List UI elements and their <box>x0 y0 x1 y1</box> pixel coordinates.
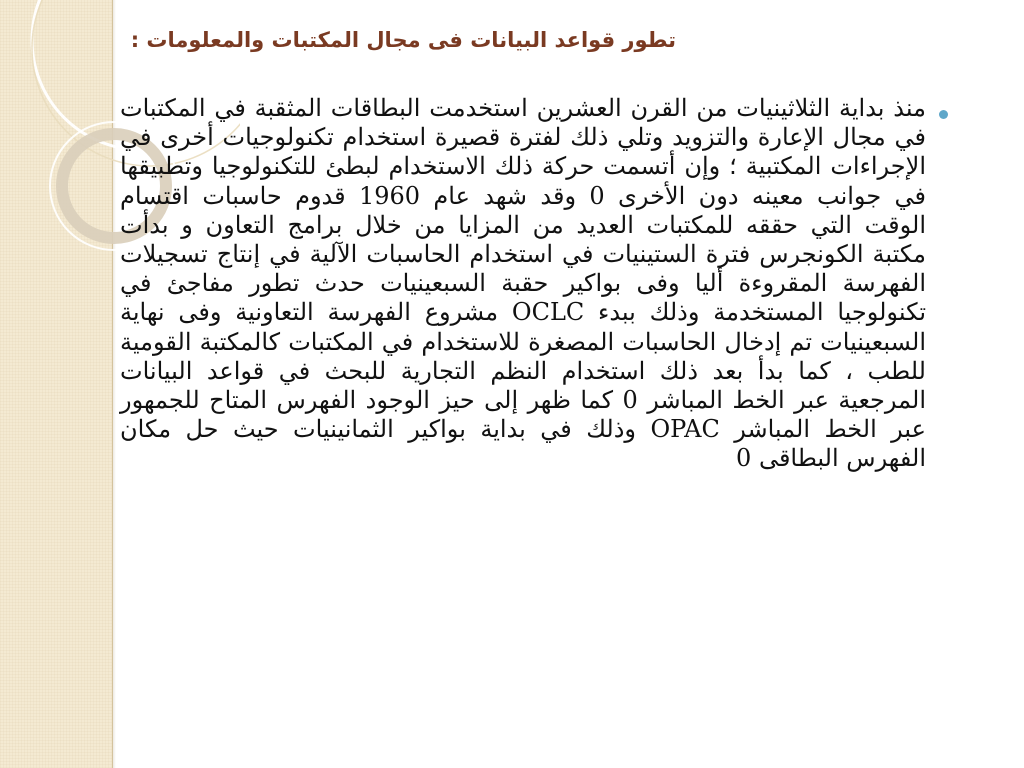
side-panel <box>0 0 113 768</box>
content-list <box>120 94 926 474</box>
slide-title: تطور قواعد البيانات فى مجال المكتبات والمعلومات : <box>130 28 676 52</box>
bullet-dot <box>939 110 948 119</box>
body-paragraph: منذ بداية الثلاثينيات من القرن العشرين استخدمت البطاقات المثقبة في المكتبات في مجال الإعارة والتزويد وتلي ذلك لفترة قصيرة استخدام تكنولوجيات أخرى في الإجراءات المكتبية ؛ وإن أتسمت حركة ذلك الاستخدام لبطئ للتكنولوجيا وتطبيقها في جوانب معينه دون الأخرى 0 وقد شهد عام 1960 قدوم حاسبات اقتسام الوقت التي حققه للمكتبات العديد من المزايا من خلال برامج التعاون و بدأت مكتبة الكونجرس فترة الستينيات في استخدام الحاسبات الآلية في إنتاج تسجيلات الفهرسة المقروءة أليا وفى بواكير حقبة السبعينيات حدث تطور مفاجئ في تكنولوجيا المستخدمة وذلك ببدء OCLC مشروع الفهرسة التعاونية وفى نهاية السبعينيات تم إدخال الحاسبات المصغرة للاستخدام في المكتبات كالمكتبة القومية للطب ، كما بدأ بعد ذلك استخدام النظم التجارية للبحث في قواعد البيانات المرجعية عبر الخط المباشر 0 كما ظهر إلى حيز الوجود الفهرس المتاح للجمهور عبر الخط المباشر OPAC وذلك في بداية بواكير الثمانينيات حيث حل مكان الفهرس البطاقى 0 <box>120 94 927 473</box>
list-item <box>120 94 926 474</box>
